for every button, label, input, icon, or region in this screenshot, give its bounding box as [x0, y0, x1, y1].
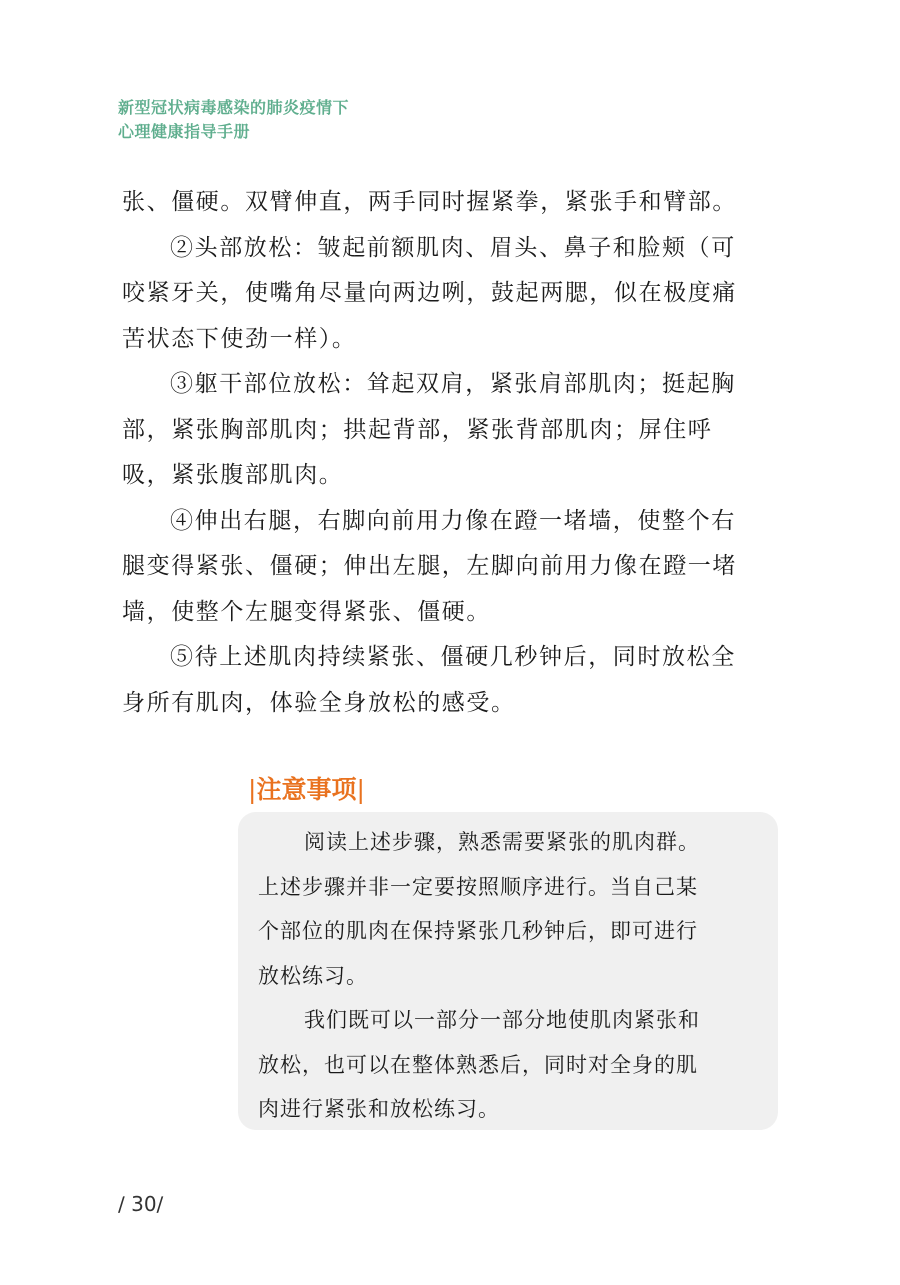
- body-line: ⑤待上述肌肉持续紧张、僵硬几秒钟后，同时放松全: [170, 644, 736, 670]
- body-line: ③躯干部位放松：耸起双肩，紧张肩部肌肉；挺起胸: [170, 371, 736, 397]
- notice-line: 个部位的肌肉在保持紧张几秒钟后，即可进行: [258, 919, 698, 943]
- body-line: ④伸出右腿，右脚向前用力像在蹬一堵墙，使整个右: [170, 507, 736, 534]
- running-header: [118, 96, 349, 144]
- body-line: 腿变得紧张、僵硬；伸出左腿，左脚向前用力像在蹬一堵: [122, 553, 737, 579]
- running-header-line-2: 心理健康指导手册: [118, 122, 251, 141]
- body-line: 部，紧张胸部肌肉；拱起背部，紧张背部肌肉；屏住呼: [122, 416, 713, 443]
- body-line: 墙，使整个左腿变得紧张、僵硬。: [122, 598, 491, 625]
- notice-line: 肉进行紧张和放松练习。: [258, 1097, 500, 1121]
- notice-line: 放松练习。: [258, 963, 368, 988]
- body-line: 吸，紧张腹部肌肉。: [122, 462, 344, 488]
- notice-line: 阅读上述步骤，熟悉需要紧张的肌肉群。: [304, 830, 700, 854]
- body-line: ②头部放松：皱起前额肌肉、眉头、鼻子和脸颊（可: [170, 234, 736, 261]
- notice-title: [248, 772, 365, 808]
- body-line: 张、僵硬。双臂伸直，两手同时握紧拳，紧张手和臂部。: [122, 189, 737, 215]
- notice-box: [238, 812, 778, 1130]
- body-text: [122, 180, 782, 726]
- notice-title-text: 注意事项: [256, 775, 357, 804]
- running-header-line-1: 新型冠状病毒感染的肺炎疫情下: [118, 98, 350, 117]
- body-line: 咬紧牙关，使嘴角尽量向两边咧，鼓起两腮，似在极度痛: [122, 280, 737, 306]
- notice-line: 我们既可以一部分一部分地使肌肉紧张和: [304, 1008, 700, 1032]
- body-line: 身所有肌肉，体验全身放松的感受。: [122, 689, 516, 716]
- body-line: 苦状态下使劲一样）。: [122, 325, 357, 352]
- notice-title-bar-right: |: [356, 775, 365, 804]
- page-number: ∕ 30∕: [118, 1192, 164, 1216]
- notice-line: 放松，也可以在整体熟悉后，同时对全身的肌: [258, 1052, 698, 1077]
- notice-title-bar-left: |: [248, 775, 257, 804]
- notice-line: 上述步骤并非一定要按照顺序进行。当自己某: [258, 874, 698, 899]
